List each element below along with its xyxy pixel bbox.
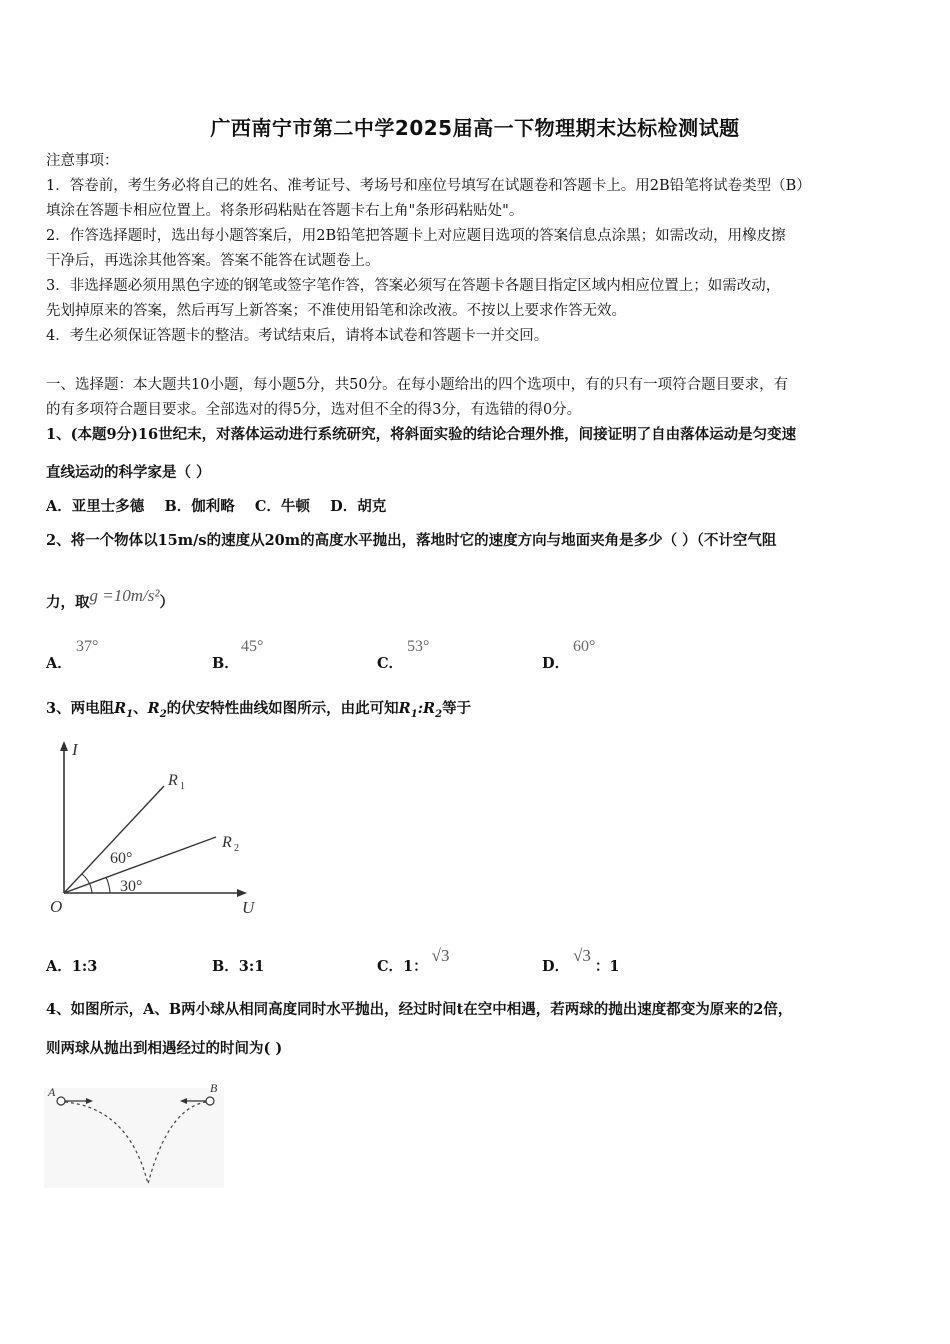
r2-line-label: R: [222, 834, 232, 851]
notice-line: 2．作答选择题时，选出每小题答案后，用2B铅笔把答题卡上对应题目选项的答案信息点涂黑；如需改动，用橡皮擦: [46, 228, 786, 244]
option-b-value: 3:1: [238, 958, 265, 975]
notice-line: 1．答卷前，考生务必将自己的姓名、准考证号、考场号和座位号填写在试题卷和答题卡上。用2B铅笔将试卷类型（B）: [46, 178, 811, 194]
question-3-sep: 、: [133, 700, 148, 717]
question-1-text: 1、(本题9分)16世纪末，对落体运动进行系统研究，将斜面实验的结论合理外推，间接证明了自由落体运动是匀变速: [46, 426, 797, 443]
figure-background: [44, 1088, 224, 1188]
ball-b-label: B: [210, 1081, 218, 1095]
section-instructions: 的有多项符合题目要求。全部选对的得5分，选对但不全的得3分，有选错的得0分。: [46, 402, 582, 418]
page-title: 广西南宁市第二中学2025届高一下物理期末达标检测试题: [210, 116, 740, 140]
origin-label: O: [50, 897, 63, 916]
notice-line: 先划掉原来的答案，然后再写上新答案；不准使用铅笔和涂改液。不按以上要求作答无效。: [46, 303, 626, 319]
question-2-option-b-value: 45°: [241, 638, 264, 655]
option-d-label: D．: [542, 958, 570, 975]
x-axis-label: U: [242, 898, 255, 917]
question-2-prefix: 力，取: [46, 594, 90, 611]
r1-line-label: R: [168, 772, 178, 789]
option-c-sqrt: √3: [431, 946, 450, 965]
option-b-label: B．: [212, 958, 239, 975]
question-2-option-d-label: D．: [542, 655, 570, 672]
question-4-text: 则两球从抛出到相遇经过的时间为( ): [46, 1040, 283, 1057]
question-3-option-b: [212, 955, 264, 976]
question-1-text: 直线运动的科学家是（ ）: [46, 464, 211, 481]
option-a-value: 1:3: [71, 958, 98, 975]
r1-symbol: [114, 700, 134, 720]
question-2-option-b-label: B．: [212, 655, 239, 672]
r2-subscript: 2: [159, 708, 167, 720]
question-3-text: [46, 699, 908, 725]
question-2-option-c-label: C．: [377, 655, 404, 672]
option-d-sqrt: √3: [573, 946, 591, 965]
ratio-r2-subscript: 2: [435, 708, 443, 720]
notice-line: 填涂在答题卡相应位置上。将条形码粘贴在答题卡右上角"条形码粘贴处"。: [46, 203, 524, 219]
question-2-text-line2: [46, 586, 908, 613]
gravity-formula: g =10m/s²: [89, 586, 160, 605]
r2-letter: R: [147, 700, 160, 717]
option-c-value: 1：: [403, 958, 428, 975]
r1-letter: R: [114, 700, 127, 717]
question-3-text-c: 等于: [442, 700, 472, 717]
x-axis-arrow: [237, 889, 247, 897]
ball-a-label: A: [48, 1085, 56, 1099]
ball-a: [57, 1097, 65, 1105]
iv-characteristic-figure: [40, 735, 270, 920]
question-2-suffix: ）: [159, 594, 174, 611]
y-axis-arrow: [60, 741, 68, 751]
r1-line: [64, 786, 164, 893]
angle-arc-30: [106, 877, 110, 893]
angle-60-label: 60°: [110, 850, 133, 867]
question-4-text: 4、如图所示，A、B两小球从相同高度同时水平抛出，经过时间t在空中相遇，若两球的抛出速度都变为原来的2倍，: [46, 1001, 793, 1018]
r2-symbol: [147, 700, 167, 720]
angle-30-label: 30°: [120, 878, 143, 895]
option-d-value: ：1: [594, 958, 620, 975]
ratio-colon: :: [417, 700, 424, 717]
ratio-r2-letter: R: [423, 700, 436, 717]
question-1-options: A．亚里士多德 B．伽利略 C．牛顿 D．胡克: [46, 498, 387, 515]
question-3-option-c: [377, 946, 450, 976]
r1-line-subscript: 1: [180, 781, 185, 792]
option-a-label: A．: [46, 958, 72, 975]
notice-line: 干净后，再选涂其他答案。答案不能答在试题卷上。: [46, 253, 380, 269]
r2-line-subscript: 2: [234, 843, 239, 854]
question-2-text: 2、将一个物体以15m/s的速度从20m的高度水平抛出，落地时它的速度方向与地面夹角是多少（ ）（不计空气阻: [46, 532, 777, 549]
option-c-label: C．: [377, 958, 404, 975]
question-3-text-b: 的伏安特性曲线如图所示，由此可知: [166, 700, 399, 717]
notice-heading: 注意事项：: [46, 153, 119, 169]
section-instructions: 一、选择题：本大题共10小题，每小题5分，共50分。在每小题给出的四个选项中，有的只有一项符合题目要求，有: [46, 377, 789, 393]
question-3-option-a: [46, 955, 97, 976]
question-3-option-d: [542, 946, 620, 976]
r1-subscript: 1: [126, 708, 134, 720]
ratio-r1-subscript: 1: [410, 708, 418, 720]
notice-line: 3．非选择题必须用黑色字迹的钢笔或签字笔作答，答案必须写在答题卡各题目指定区域内相应位置上；如需改动，: [46, 278, 781, 294]
ratio-r1-letter: R: [398, 700, 411, 717]
notice-line: 4．考生必须保证答题卡的整洁。考试结束后，请将本试卷和答题卡一并交回。: [46, 328, 549, 344]
ratio-symbol: [398, 700, 443, 720]
question-2-option-a-label: A．: [46, 655, 72, 672]
question-2-option-d-value: 60°: [573, 638, 596, 655]
question-2-option-a-value: 37°: [76, 638, 99, 655]
projectile-figure: [44, 1078, 234, 1190]
ball-b: [206, 1097, 214, 1105]
question-3-text-a: 3、两电阻: [46, 700, 115, 717]
question-2-option-c-value: 53°: [407, 638, 430, 655]
y-axis-label: I: [72, 740, 78, 759]
